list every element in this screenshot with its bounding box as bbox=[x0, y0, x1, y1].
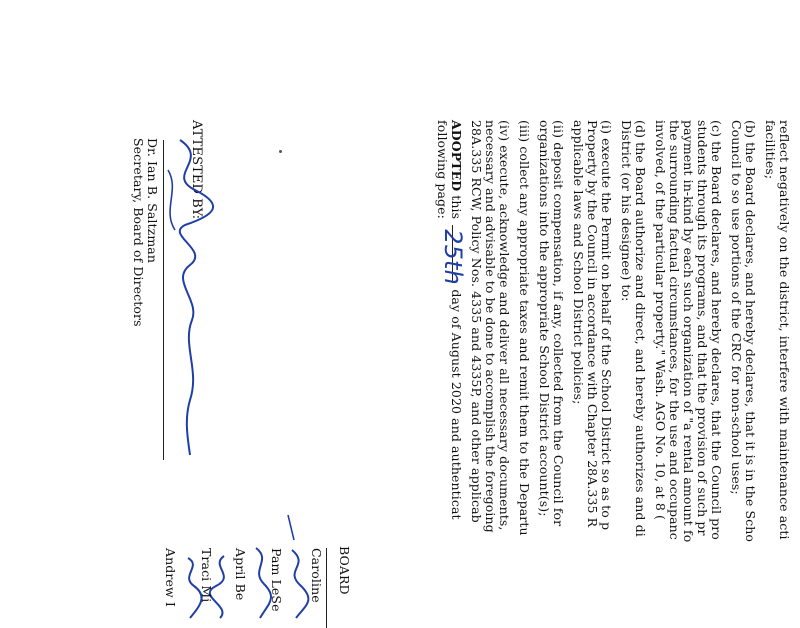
text-line: (ii) deposit compensation, if any, collected from the Council for bbox=[551, 120, 566, 527]
board-signature-2 bbox=[280, 510, 314, 620]
signature-line bbox=[163, 140, 164, 460]
board-member-1: Caroline bbox=[309, 548, 324, 603]
text-line: Property by the Council in accordance with Chapter 28A.335 R bbox=[585, 120, 600, 528]
adopted-day-handwritten: 25th bbox=[439, 229, 467, 285]
text-line: following page: bbox=[435, 120, 450, 219]
attested-by-label: ATTESTED BY: bbox=[189, 120, 204, 220]
text-line: organizations into the appropriate School District account(s); bbox=[537, 120, 552, 517]
text-line: District (or his designee) to: bbox=[619, 120, 634, 302]
text-line: (iii) collect any appropriate taxes and remit them to the Departu bbox=[517, 120, 532, 536]
attest-signer-name: Dr. Ian B. Saltzman bbox=[145, 138, 160, 263]
text-line: (d) the Board authorize and direct, and hereby authorizes and di bbox=[633, 120, 648, 537]
adopted-rest: day of August 2020 and authenticat bbox=[449, 289, 464, 520]
text-line: (b) the Board declares, and hereby declares, that it is in the Scho bbox=[743, 120, 758, 543]
adopted-label: ADOPTED bbox=[449, 120, 464, 192]
board-member-3: April Be bbox=[233, 548, 248, 601]
board-signature-5 bbox=[178, 552, 204, 622]
text-line: (c) the Board declares, and hereby declares, that the Council pro bbox=[709, 120, 724, 540]
board-signature-3 bbox=[246, 540, 276, 620]
text-line: (iv) execute, acknowledge and deliver all necessary documents, bbox=[497, 120, 512, 531]
board-line-1 bbox=[326, 548, 327, 628]
text-line: facilities; bbox=[763, 120, 778, 180]
text-line: applicable laws and School District policies; bbox=[571, 120, 586, 405]
text-line: 28A.335 RCW, Policy Nos. 4335 and 4335P, and other applicab bbox=[469, 120, 484, 523]
board-member-5: Andrew I bbox=[163, 548, 178, 607]
board-heading: BOARD bbox=[337, 546, 352, 595]
text-line: (i) execute the Permit on behalf of the School District so as to p bbox=[599, 120, 614, 531]
text-line: Council to so use portions of the CRC for non-school uses; bbox=[729, 120, 744, 495]
text-line: students through its programs, and that the provision of such pr bbox=[695, 120, 710, 536]
adopted-day-blank bbox=[439, 225, 467, 285]
attest-signer-title: Secretary, Board of Directors bbox=[131, 138, 146, 327]
text-line: reflect negatively on the district, interfere with maintenance acti bbox=[777, 120, 792, 540]
text-line: necessary and advisable to be done to accomplish the foregoing bbox=[483, 120, 498, 533]
attest-signature bbox=[160, 130, 220, 460]
text-line: involved, of the particular property." Wash. AGO No. 10, at 8 ( bbox=[653, 120, 668, 520]
text-line: the surrounding factual circumstances, for the use and occupanc bbox=[667, 120, 682, 540]
adopted-this: this bbox=[449, 195, 464, 220]
board-member-2: Pam LeSe bbox=[269, 548, 284, 612]
text-line: payment in-kind by each such organization of "a rental amount fo bbox=[681, 120, 696, 543]
board-member-4: Traci Mi bbox=[199, 548, 214, 603]
scan-dot bbox=[279, 150, 282, 153]
